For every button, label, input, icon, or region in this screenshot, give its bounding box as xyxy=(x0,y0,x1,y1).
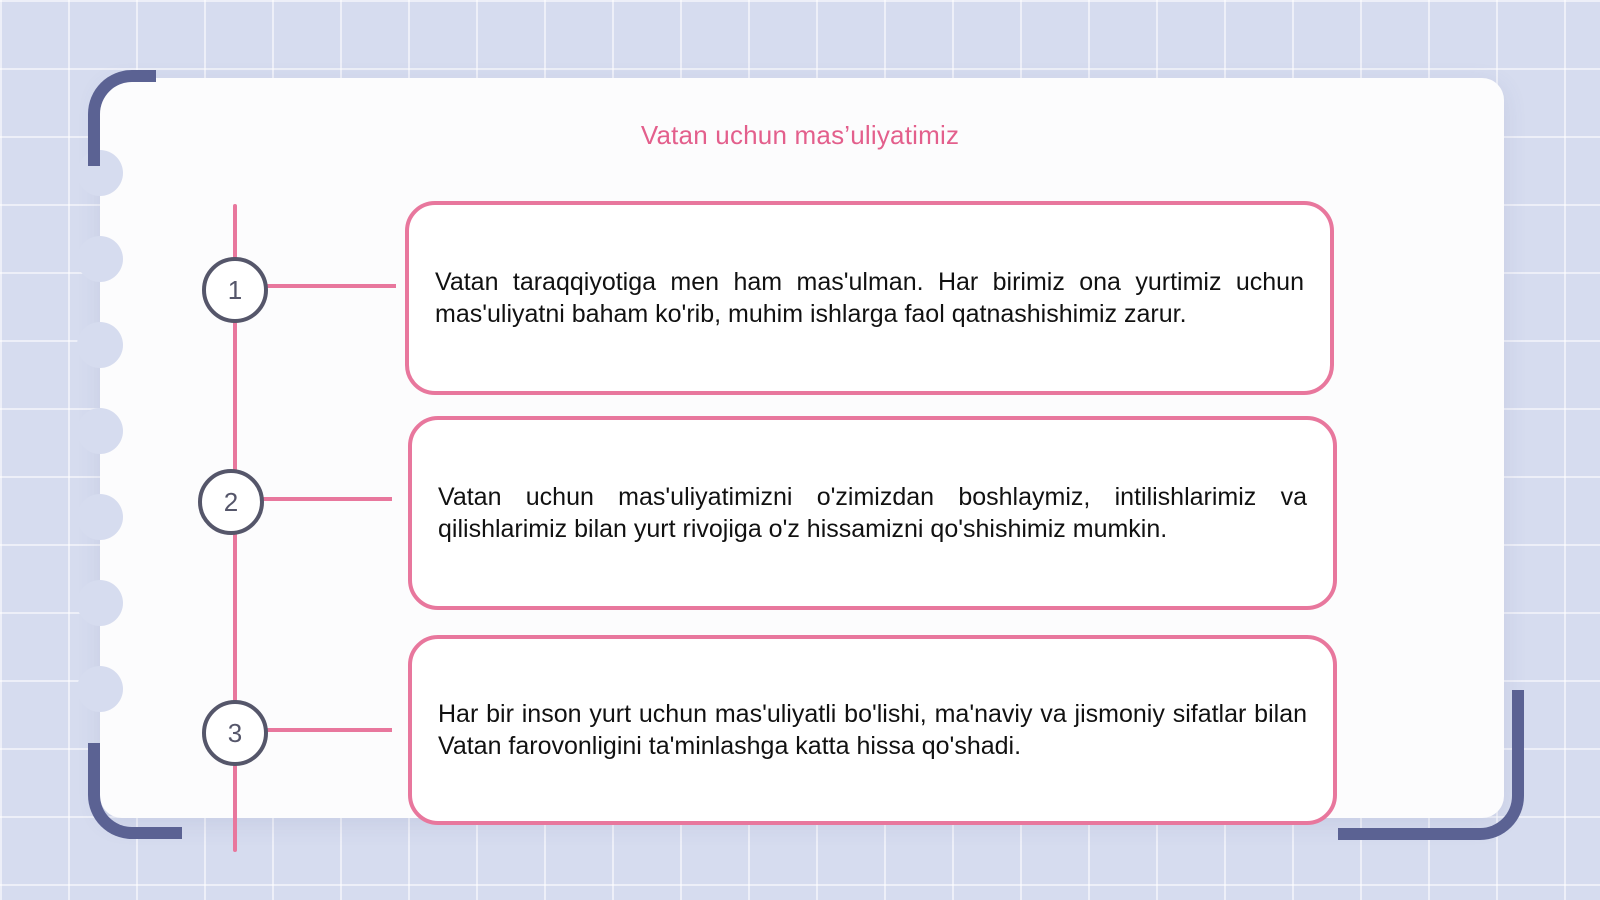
step-text-2: Vatan uchun mas'uliyatimizni o'zimizdan boshlaymiz, intilishlarimiz va qilishlarimiz bilan yurt rivojiga o'z hissamizni qo'shishimiz mumkin. xyxy=(438,483,1307,543)
step-number-circle-1: 1 xyxy=(202,257,268,323)
step-connector-1 xyxy=(266,284,396,288)
step-connector-3 xyxy=(266,728,392,732)
slide-title: Vatan uchun mas’uliyatimiz xyxy=(640,120,960,150)
step-card-3 xyxy=(408,635,1337,825)
step-number-circle-3: 3 xyxy=(202,700,268,766)
step-number-circle-2: 2 xyxy=(198,469,264,535)
step-text-3: Har bir inson yurt uchun mas'uliyatli bo'lishi, ma'naviy va jismoniy sifatlar bilan Vatan farovonligini ta'minlashga katta hissa qo'shadi. xyxy=(438,700,1307,760)
paper-notch xyxy=(77,408,123,454)
step-text-1: Vatan taraqqiyotiga men ham mas'ulman. Har birimiz ona yurtimiz uchun mas'uliyatni baham ko'rib, muhim ishlarga faol qatnashishimiz zarur. xyxy=(435,268,1304,328)
step-card-2 xyxy=(408,416,1337,610)
corner-bracket-top-left xyxy=(88,70,156,166)
paper-notch xyxy=(77,236,123,282)
step-connector-2 xyxy=(262,497,392,501)
corner-bracket-bottom-right xyxy=(1338,690,1524,840)
paper-notch xyxy=(77,322,123,368)
corner-bracket-bottom-left xyxy=(88,743,182,839)
paper-notch xyxy=(77,666,123,712)
paper-notch xyxy=(77,494,123,540)
step-card-1 xyxy=(405,201,1334,395)
paper-notch xyxy=(77,580,123,626)
